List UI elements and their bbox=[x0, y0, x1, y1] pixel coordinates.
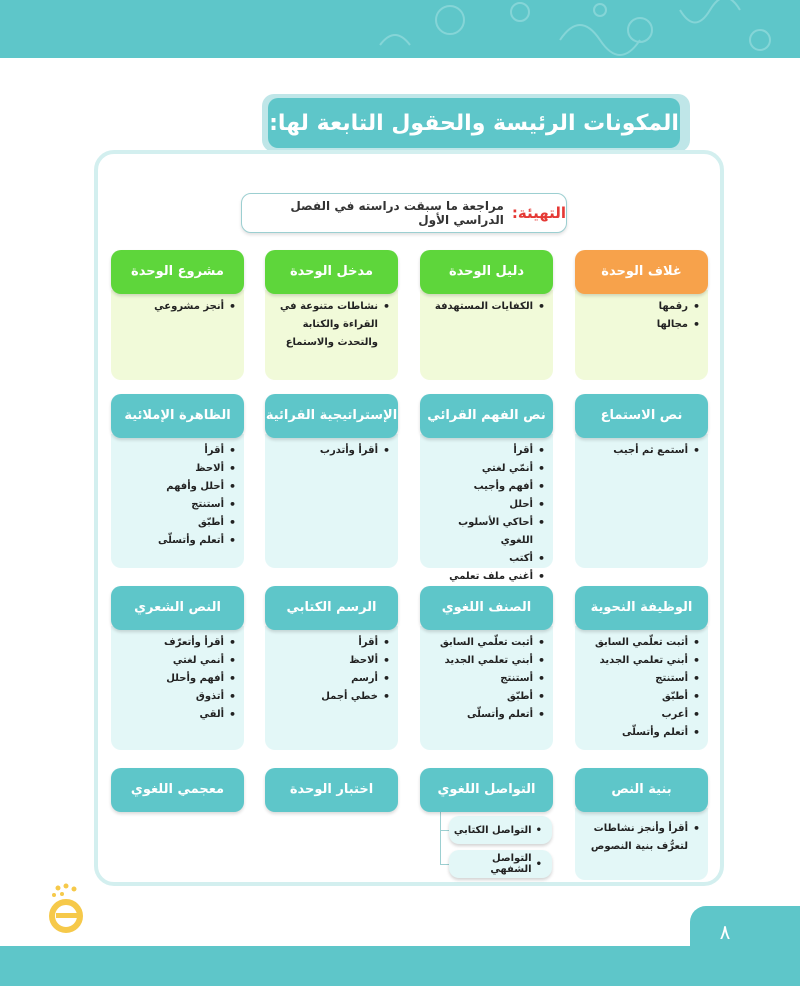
header-band bbox=[0, 0, 800, 58]
list-item: • أبني تعلمي الجديد bbox=[581, 652, 700, 670]
intro-text: مراجعة ما سبقت دراسته في الفصل الدراسي الأول bbox=[290, 199, 504, 227]
list-item: • أفهم وأحلل bbox=[117, 670, 236, 688]
list-item: • ألقي bbox=[117, 706, 236, 724]
list-item: • أنجز مشروعي bbox=[117, 298, 236, 316]
list-item: • أقرأ وأتدرب bbox=[271, 442, 390, 460]
page-number: ٨ bbox=[719, 920, 731, 944]
card-title-reading-comprehension: نص الفهم القرائي bbox=[420, 394, 553, 438]
card-title-my-lexicon: معجمي اللغوي bbox=[111, 768, 244, 812]
list-item: • أفهم وأجيب bbox=[426, 478, 545, 496]
card-title-unit-test: اختبار الوحدة bbox=[265, 768, 398, 812]
list-item: • خطي أجمل bbox=[271, 688, 390, 706]
card-body-unit-cover bbox=[575, 290, 708, 380]
list-item: • أتعلم وأتسلّى bbox=[426, 706, 545, 724]
list-item: • أرسم bbox=[271, 670, 390, 688]
oral-communication-item: • التواصل الشفهي bbox=[449, 850, 552, 878]
list-item: • أحلل وأفهم bbox=[117, 478, 236, 496]
list-item: • مجالها bbox=[581, 316, 700, 334]
card-body-text-structure bbox=[575, 808, 708, 880]
list-item: • أكتب bbox=[426, 550, 545, 568]
list-item: • أطبّق bbox=[581, 688, 700, 706]
connector-line bbox=[440, 812, 441, 864]
list-item: • أستمع ثم أجيب bbox=[581, 442, 700, 460]
list-item: • أستنتج bbox=[426, 670, 545, 688]
list-item: • أقرأ bbox=[271, 634, 390, 652]
connector-line bbox=[440, 864, 449, 865]
list-item: • ألاحظ bbox=[271, 652, 390, 670]
list-item: • أقرأ bbox=[426, 442, 545, 460]
intro-label: التهيئة: bbox=[511, 204, 566, 222]
card-title-poetic-text: النص الشعري bbox=[111, 586, 244, 630]
list-item: • رقمها bbox=[581, 298, 700, 316]
card-title-unit-guide: دليل الوحدة bbox=[420, 250, 553, 294]
card-title-listening-text: نص الاستماع bbox=[575, 394, 708, 438]
list-item: • أنمّي لغتي bbox=[426, 460, 545, 478]
card-body-unit-guide bbox=[420, 290, 553, 380]
list-item: • نشاطات متنوعة في القراءة والكتابة والتحدث والاستماع bbox=[271, 298, 390, 352]
card-title-unit-intro: مدخل الوحدة bbox=[265, 250, 398, 294]
list-item: • أطبّق bbox=[426, 688, 545, 706]
card-body-listening-text bbox=[575, 434, 708, 568]
card-title-grammatical-function: الوظيفة النحوية bbox=[575, 586, 708, 630]
list-item: • أقرأ وأتعرّف bbox=[117, 634, 236, 652]
card-title-spelling-phenomenon: الظاهرة الإملائية bbox=[111, 394, 244, 438]
list-item: • أتعلم وأتسلّى bbox=[581, 724, 700, 742]
list-item: • أبني تعلمي الجديد bbox=[426, 652, 545, 670]
card-title-linguistic-communication: التواصل اللغوي bbox=[420, 768, 553, 812]
written-communication-item: • التواصل الكتابي bbox=[449, 816, 552, 844]
card-title-linguistic-category: الصنف اللغوي bbox=[420, 586, 553, 630]
card-title-text-structure: بنية النص bbox=[575, 768, 708, 812]
card-body-spelling-phenomenon bbox=[111, 434, 244, 568]
decorative-pattern-icon bbox=[0, 0, 800, 58]
list-item: • أثبت تعلّمي السابق bbox=[426, 634, 545, 652]
card-body-reading-strategy bbox=[265, 434, 398, 568]
card-title-writing-script: الرسم الكتابي bbox=[265, 586, 398, 630]
card-title-unit-cover: غلاف الوحدة bbox=[575, 250, 708, 294]
card-title-unit-project: مشروع الوحدة bbox=[111, 250, 244, 294]
connector-line bbox=[440, 830, 449, 831]
list-item: • أعرب bbox=[581, 706, 700, 724]
card-body-linguistic-category bbox=[420, 626, 553, 750]
list-item: • أنمي لغتي bbox=[117, 652, 236, 670]
card-body-unit-intro bbox=[265, 290, 398, 380]
page-title: المكونات الرئيسة والحقول التابعة لها: bbox=[268, 98, 680, 148]
card-body-writing-script bbox=[265, 626, 398, 750]
list-item: • أستنتج bbox=[581, 670, 700, 688]
list-item: • أطبّق bbox=[117, 514, 236, 532]
list-item: • أستنتج bbox=[117, 496, 236, 514]
list-item: • أتعلم وأتسلّى bbox=[117, 532, 236, 550]
card-title-reading-strategy: الإستراتيجية القرائية bbox=[265, 394, 398, 438]
intro-box bbox=[241, 193, 567, 233]
list-item: • أقرأ bbox=[117, 442, 236, 460]
list-item: • أثبت تعلّمي السابق bbox=[581, 634, 700, 652]
page-number-tab bbox=[690, 906, 800, 948]
publisher-logo-icon bbox=[44, 880, 88, 936]
card-body-grammatical-function bbox=[575, 626, 708, 750]
list-item: • ألاحظ bbox=[117, 460, 236, 478]
footer-band bbox=[0, 946, 800, 986]
list-item: • أقرأ وأنجز نشاطات لتعرُّف بنية النصوص bbox=[581, 820, 700, 856]
list-item: • الكفايات المستهدفة bbox=[426, 298, 545, 316]
list-item: • أحاكي الأسلوب اللغوي bbox=[426, 514, 545, 550]
card-body-poetic-text bbox=[111, 626, 244, 750]
list-item: • أغني ملف تعلمي bbox=[426, 568, 545, 586]
card-body-unit-project bbox=[111, 290, 244, 380]
card-body-reading-comprehension bbox=[420, 434, 553, 582]
list-item: • أتذوق bbox=[117, 688, 236, 706]
list-item: • أحلل bbox=[426, 496, 545, 514]
